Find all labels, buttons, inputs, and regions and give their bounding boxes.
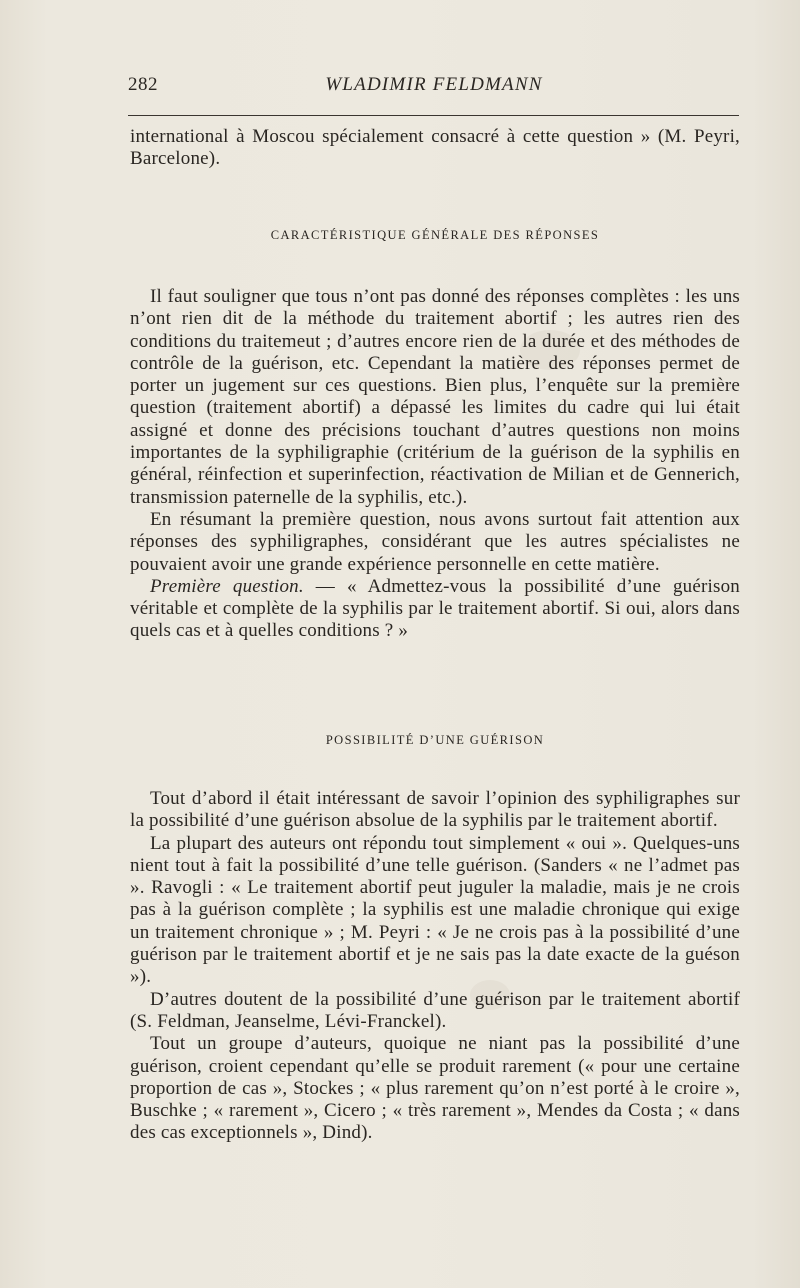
page-number: 282	[128, 74, 158, 95]
question-label: Première question.	[150, 575, 304, 597]
question-paragraph	[130, 576, 740, 643]
running-title: WLADIMIR FELDMANN	[325, 74, 543, 95]
section-heading-possibility: POSSIBILITÉ D’UNE GUÉRISON	[325, 733, 545, 747]
paragraph: En résumant la première question, nous avons surtout fait attention aux réponses des syphiligraphes, considérant que les autres spécialistes ne pouvaient avoir une grande expérience personnelle en cette matière.	[130, 508, 740, 575]
section2-body	[130, 788, 740, 1145]
paragraph: Tout un groupe d’auteurs, quoique ne niant pas la possibilité d’une guérison, croient cependant qu’elle se produit rarement (« pour une certaine proportion de cas », Stockes ; « plus rarement qu’on n’est porté à le croire », Buschke ; « rarement », Cicero ; « très rarement », Mendes da Costa ; « dans des cas exceptionnels », Dind).	[130, 1033, 740, 1144]
page-header	[128, 74, 740, 104]
paragraph: Il faut souligner que tous n’ont pas donné des réponses complètes : les uns n’ont rien dit de la méthode du traitement abortif ; les autres rien des conditions du traitemeut ; d’autres encore rien de la durée et des méthodes de contrôle de la guérison, etc. Cependant la matière des réponses permet de porter un jugement sur ces questions. Bien plus, l’enquête sur la première question (traitement abortif) a dépassé les limites du cadre qui lui était assigné et donne des précisions touchant d’autres questions non moins importantes de la syphiligraphie (critérium de la guérison de la syphilis en général, réinfection et superinfection, réactivation de Milian et de Gennerich, transmission paternelle de la syphilis, etc.).	[130, 286, 740, 508]
paragraph: Tout d’abord il était intéressant de savoir l’opinion des syphiligraphes sur la possibilité d’une guérison absolue de la syphilis par le traitement abortif.	[130, 788, 740, 832]
section1-body	[130, 286, 740, 643]
paragraph: La plupart des auteurs ont répondu tout simplement « oui ». Quelques-uns nient tout à fait la possibilité d’une telle guérison. (Sanders « ne l’admet pas ». Ravogli : « Le traitement abortif peut juguler la maladie, mais je ne crois pas à la guérison complète ; la syphilis est une maladie chronique qui exige un traitement chronique » ; M. Peyri : « Je ne crois pas à la possibilité d’une guérison par le traitement abortif et je ne sais pas la date exacte de la guéson »).	[130, 832, 740, 988]
intro-paragraph	[130, 126, 740, 171]
paragraph: D’autres doutent de la possibilité d’une guérison par le traitement abortif (S. Feldman, Jeanselme, Lévi-Franckel).	[130, 988, 740, 1032]
intro-text: international à Moscou spécialement consacré à cette question » (M. Peyri, Barcelone).	[130, 126, 740, 170]
header-rule	[128, 115, 739, 116]
question-text: — « Admettez-vous la possibilité d’une guérison véritable et complète de la syphilis par le traitement abortif. Si oui, alors dans quels cas et à quelles conditions ? »	[130, 575, 740, 642]
section-heading-characteristics: CARACTÉRISTIQUE GÉNÉRALE DES RÉPONSES	[270, 228, 600, 242]
